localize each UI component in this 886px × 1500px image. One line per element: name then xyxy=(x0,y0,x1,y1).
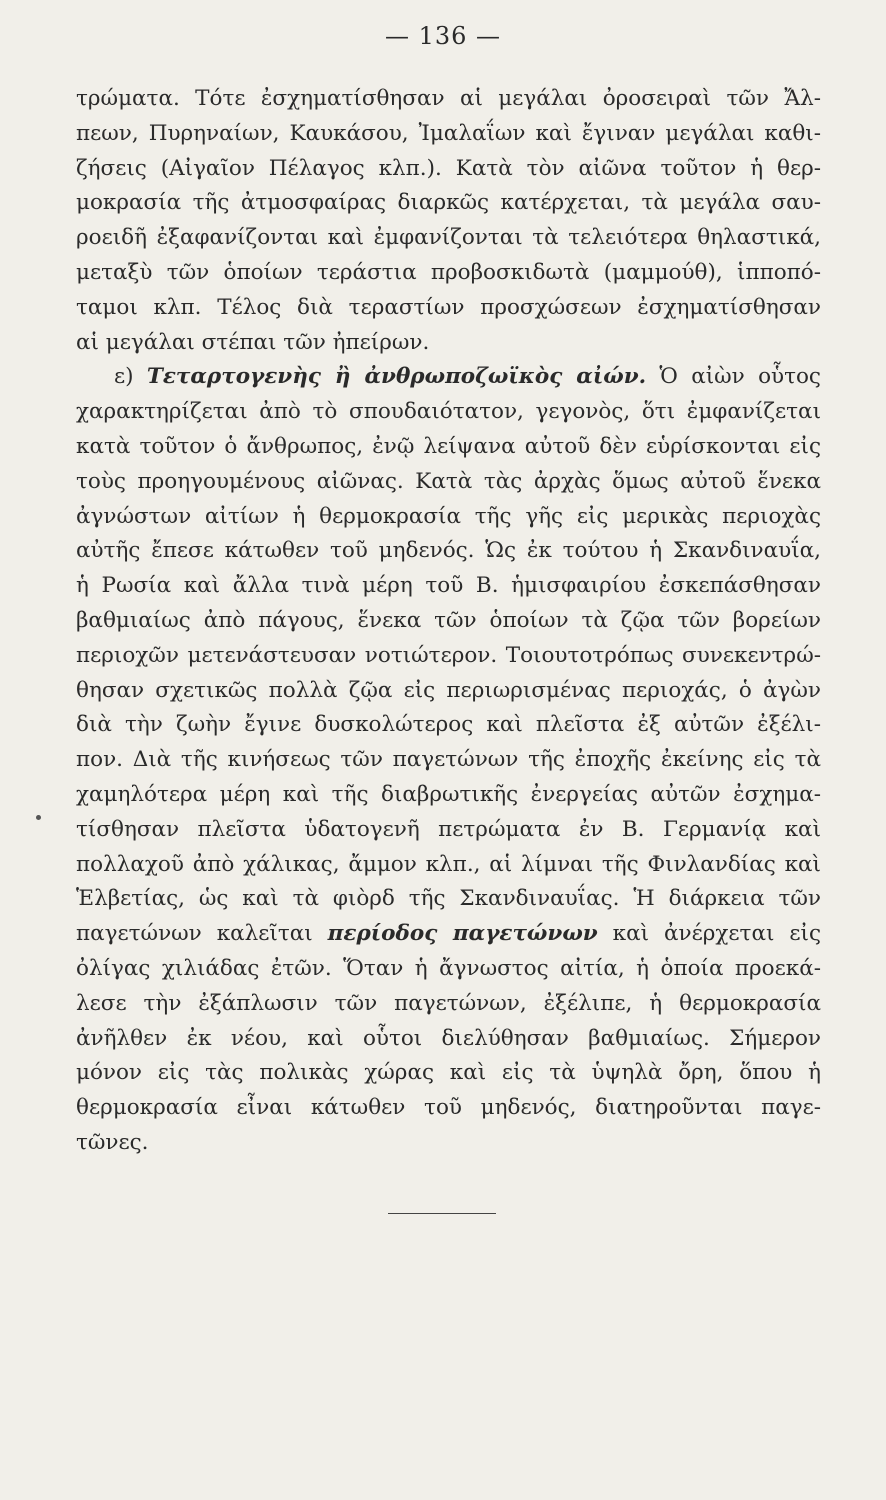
text-line: ἀγνώστων αἰτίων ἡ θερμοκρασία τῆς γῆς εἰς μερικὰς περιοχὰς xyxy=(76,503,821,529)
text-line: κατὰ τοῦτον ὁ ἄνθρωπος, ἐνῷ λείψανα αὐτοῦ δὲν εὑρίσκονται εἰς xyxy=(76,433,821,459)
text-line: τοὺς προηγουμένους αἰῶνας. Κατὰ τὰς ἀρχὰς ὅμως αὐτοῦ ἕνεκα xyxy=(76,468,821,494)
text-line: ζήσεις (Αἰγαῖον Πέλαγος κλπ.). Κατὰ τὸν αἰῶνα τοῦτον ἡ θερ- xyxy=(76,155,821,181)
text-line: αὐτῆς ἔπεσε κάτωθεν τοῦ μηδενός. Ὡς ἐκ τούτου ἡ Σκανδιναυΐα, xyxy=(76,538,821,564)
section-heading-line xyxy=(76,360,821,395)
closing-rule xyxy=(388,1213,496,1214)
margin-mark xyxy=(36,815,41,820)
text-line: τίσθησαν πλεῖστα ὑδατογενῆ πετρώματα ἐν Β. Γερμανίᾳ καὶ xyxy=(76,816,821,842)
text-fragment: παγετώνων καλεῖται xyxy=(76,921,328,947)
text-line: περιοχῶν μετενάστευσαν νοτιώτερον. Τοιουτοτρόπως συνεκεντρώ- xyxy=(76,642,821,668)
section-text: Ὁ αἰὼν οὗτος xyxy=(646,364,821,390)
emphasized-term: περίοδος παγετώνων xyxy=(327,921,598,947)
text-line: βαθμιαίως ἀπὸ πάγους, ἕνεκα τῶν ὁποίων τὰ ζῷα τῶν βορείων xyxy=(76,607,821,633)
section-title: Τεταρτογενὴς ἢ ἀνθρωποζωϊκὸς αἰών. xyxy=(146,364,647,390)
page-number: — 136 — xyxy=(384,22,502,50)
text-line: μεταξὺ τῶν ὁποίων τεράστια προβοσκιδωτὰ (μαμμούθ), ἱπποπό- xyxy=(76,259,821,285)
text-line: θησαν σχετικῶς πολλὰ ζῷα εἰς περιωρισμένας περιοχάς, ὁ ἀγὼν xyxy=(76,677,821,703)
text-line: λεσε τὴν ἐξάπλωσιν τῶν παγετώνων, ἐξέλιπε, ἡ θερμοκρασία xyxy=(76,990,821,1016)
text-line: θερμοκρασία εἶναι κάτωθεν τοῦ μηδενός, διατηροῦνται παγε- xyxy=(76,1095,821,1121)
text-line: ροειδῆ ἐξαφανίζονται καὶ ἐμφανίζονται τὰ τελειότερα θηλαστικά, xyxy=(76,225,821,251)
text-line: αἱ μεγάλαι στέπαι τῶν ἠπείρων. xyxy=(76,329,430,355)
text-line: τρώματα. Τότε ἐσχηματίσθησαν αἱ μεγάλαι ὀροσειραὶ τῶν Ἄλ- xyxy=(76,86,821,111)
section-label: ε) xyxy=(114,364,147,390)
text-line: διὰ τὴν ζωὴν ἔγινε δυσκολώτερος καὶ πλεῖστα ἐξ αὐτῶν ἐξέλι- xyxy=(76,712,821,738)
emphasis-line xyxy=(76,917,821,952)
text-line: πεων, Πυρηναίων, Καυκάσου, Ἰμαλαΐων καὶ ἔγιναν μεγάλαι καθι- xyxy=(76,120,821,146)
text-line: ἀνῆλθεν ἐκ νέου, καὶ οὗτοι διελύθησαν βαθμιαίως. Σήμερον xyxy=(76,1025,821,1051)
text-fragment: καὶ ἀνέρχεται εἰς xyxy=(597,921,821,947)
body-text xyxy=(76,82,821,1161)
text-line: χαμηλότερα μέρη καὶ τῆς διαβρωτικῆς ἐνεργείας αὐτῶν ἐσχημα- xyxy=(76,781,821,807)
text-line: ὀλίγας χιλιάδας ἐτῶν. Ὅταν ἡ ἄγνωστος αἰτία, ἡ ὁποία προεκά- xyxy=(76,955,821,981)
text-line: πον. Διὰ τῆς κινήσεως τῶν παγετώνων τῆς ἐποχῆς ἐκείνης εἰς τὰ xyxy=(76,747,821,773)
text-line: μοκρασία τῆς ἀτμοσφαίρας διαρκῶς κατέρχεται, τὰ μεγάλα σαυ- xyxy=(76,190,821,216)
text-line: Ἑλβετίας, ὡς καὶ τὰ φιὸρδ τῆς Σκανδιναυΐας. Ἡ διάρκεια τῶν xyxy=(76,886,821,912)
text-line: ἡ Ρωσία καὶ ἄλλα τινὰ μέρη τοῦ Β. ἡμισφαιρίου ἐσκεπάσθησαν xyxy=(76,573,821,599)
text-line: χαρακτηρίζεται ἀπὸ τὸ σπουδαιότατον, γεγονὸς, ὅτι ἐμφανίζεται xyxy=(76,399,821,425)
text-line: τῶνες. xyxy=(76,1129,149,1155)
text-line: πολλαχοῦ ἀπὸ χάλικας, ἄμμον κλπ., αἱ λίμναι τῆς Φινλανδίας καὶ xyxy=(76,851,821,877)
text-line: μόνον εἰς τὰς πολικὰς χώρας καὶ εἰς τὰ ὑψηλὰ ὄρη, ὅπου ἡ xyxy=(76,1060,821,1086)
text-line: ταμοι κλπ. Τέλος διὰ τεραστίων προσχώσεων ἐσχηματίσθησαν xyxy=(76,294,821,320)
